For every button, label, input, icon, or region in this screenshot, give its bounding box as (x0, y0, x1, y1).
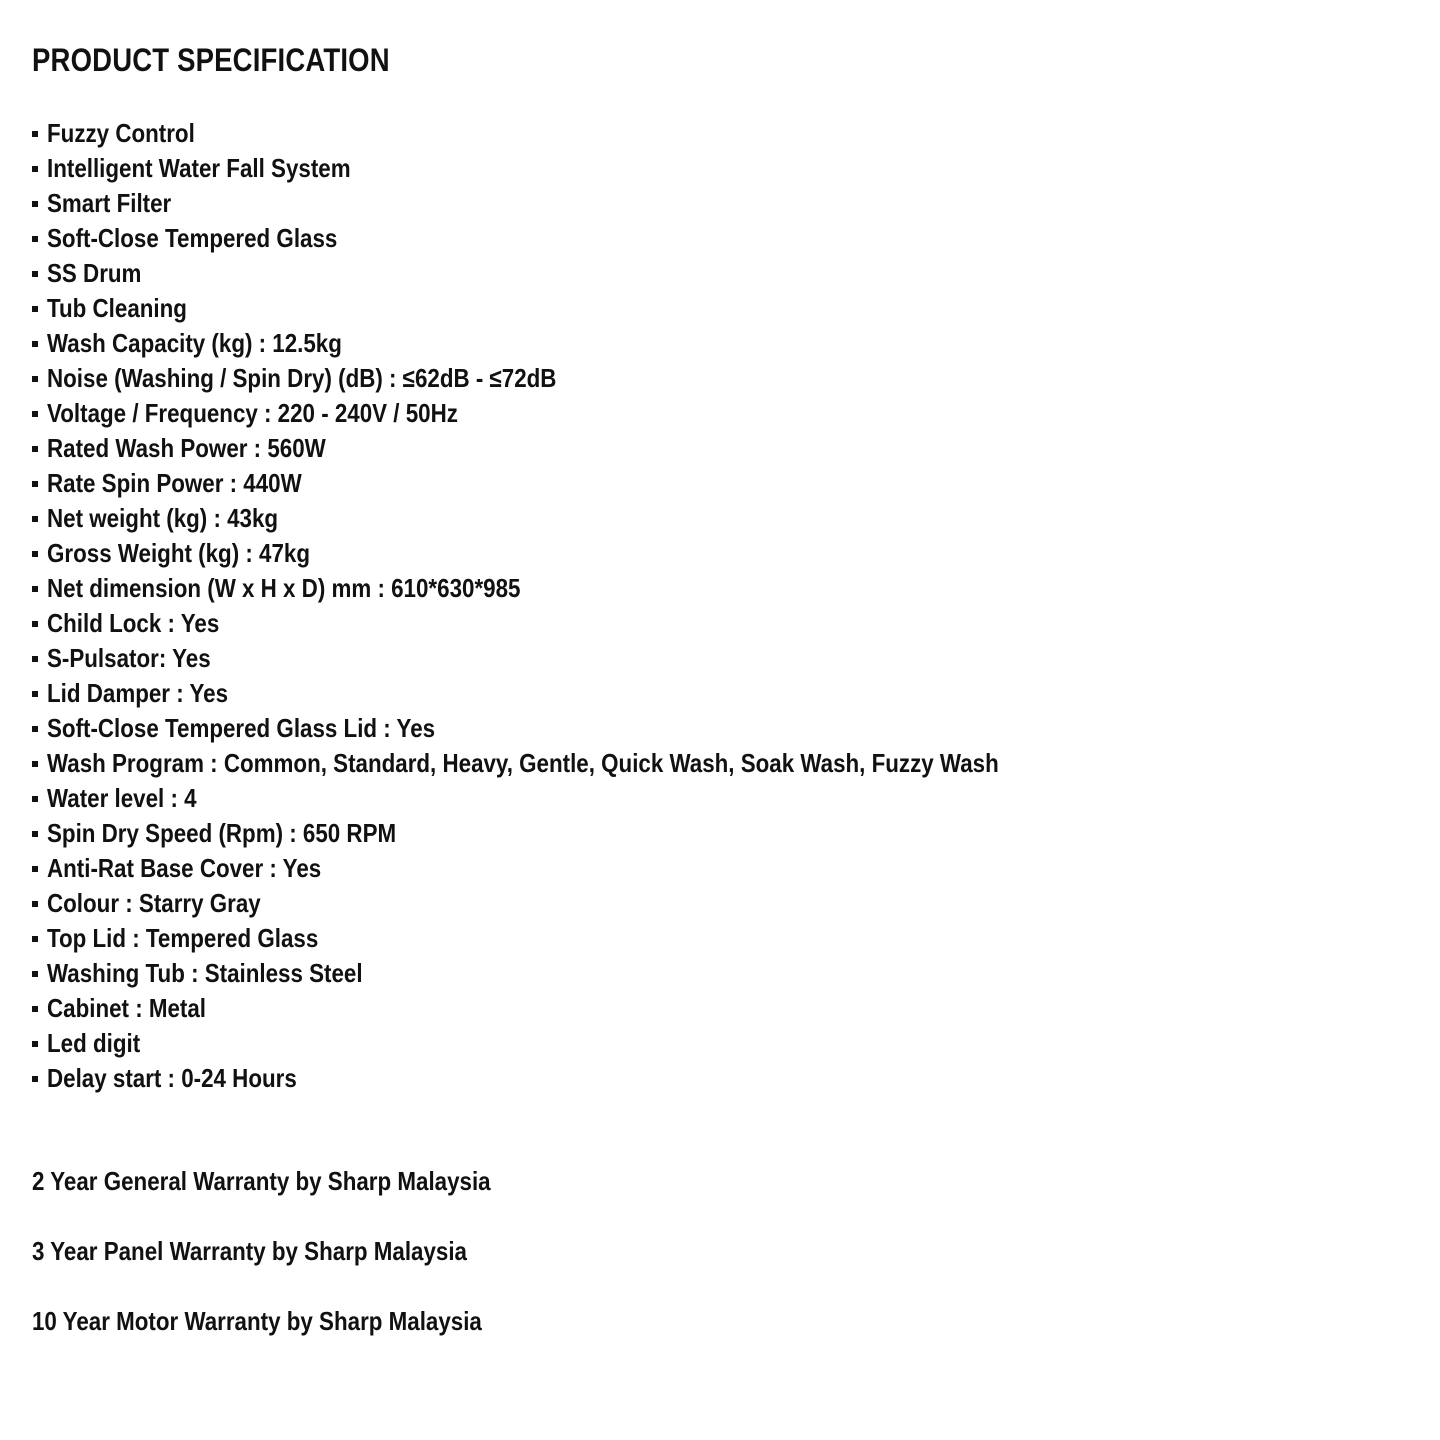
spec-item (32, 431, 1154, 466)
bullet-icon (32, 271, 38, 277)
spec-text: Anti-Rat Base Cover : Yes (47, 853, 322, 883)
spec-page (32, 38, 1412, 1336)
spec-text: Net dimension (W x H x D) mm : 610*630*985 (47, 573, 521, 603)
spec-text: SS Drum (47, 258, 142, 288)
spec-text: Water level : 4 (47, 783, 197, 813)
bullet-icon (32, 901, 38, 907)
spec-item (32, 676, 1154, 711)
spec-list (32, 116, 1154, 1096)
spec-item (32, 1061, 1154, 1096)
spec-item (32, 466, 1154, 501)
bullet-icon (32, 376, 38, 382)
bullet-icon (32, 971, 38, 977)
spec-text: Rated Wash Power : 560W (47, 433, 326, 463)
bullet-icon (32, 831, 38, 837)
bullet-icon (32, 341, 38, 347)
spec-item (32, 256, 1154, 291)
bullet-icon (32, 1006, 38, 1012)
spec-item (32, 536, 1154, 571)
bullet-icon (32, 1041, 38, 1047)
spec-text: Led digit (47, 1028, 141, 1058)
page-title: PRODUCT SPECIFICATION (32, 42, 390, 78)
spec-text: Soft-Close Tempered Glass Lid : Yes (47, 713, 436, 743)
bullet-icon (32, 446, 38, 452)
bullet-icon (32, 761, 38, 767)
bullet-icon (32, 936, 38, 942)
warranty-motor: 10 Year Motor Warranty by Sharp Malaysia (32, 1306, 482, 1336)
bullet-icon (32, 166, 38, 172)
spec-item (32, 116, 1154, 151)
warranty-panel: 3 Year Panel Warranty by Sharp Malaysia (32, 1236, 467, 1266)
bullet-icon (32, 621, 38, 627)
bullet-icon (32, 131, 38, 137)
bullet-icon (32, 866, 38, 872)
spec-item (32, 711, 1154, 746)
spec-item (32, 396, 1154, 431)
spec-item (32, 991, 1154, 1026)
spec-text: Noise (Washing / Spin Dry) (dB) : ≤62dB - ≤72dB (47, 363, 557, 393)
spec-item (32, 606, 1154, 641)
spec-text: Tub Cleaning (47, 293, 187, 323)
spec-text: Washing Tub : Stainless Steel (47, 958, 363, 988)
spec-text: Intelligent Water Fall System (47, 153, 351, 183)
spec-text: Lid Damper : Yes (47, 678, 229, 708)
spec-item (32, 291, 1154, 326)
bullet-icon (32, 481, 38, 487)
bullet-icon (32, 586, 38, 592)
bullet-icon (32, 306, 38, 312)
spec-item (32, 746, 1154, 781)
spec-text: Delay start : 0-24 Hours (47, 1063, 297, 1093)
spec-text: Top Lid : Tempered Glass (47, 923, 319, 953)
spec-text: S-Pulsator: Yes (47, 643, 211, 673)
spec-item (32, 781, 1154, 816)
spec-item (32, 1026, 1154, 1061)
bullet-icon (32, 236, 38, 242)
bullet-icon (32, 516, 38, 522)
spec-item (32, 956, 1154, 991)
warranty-general: 2 Year General Warranty by Sharp Malaysia (32, 1166, 491, 1196)
spec-text: Fuzzy Control (47, 118, 195, 148)
spec-text: Colour : Starry Gray (47, 888, 261, 918)
spec-text: Wash Capacity (kg) : 12.5kg (47, 328, 342, 358)
spec-text: Cabinet : Metal (47, 993, 207, 1023)
spec-item (32, 571, 1154, 606)
warranty-section (32, 1164, 565, 1374)
spec-item (32, 816, 1154, 851)
spec-text: Rate Spin Power : 440W (47, 468, 302, 498)
spec-item (32, 326, 1154, 361)
spec-item (32, 641, 1154, 676)
bullet-icon (32, 656, 38, 662)
spec-text: Gross Weight (kg) : 47kg (47, 538, 310, 568)
bullet-icon (32, 201, 38, 207)
spec-item (32, 886, 1154, 921)
bullet-icon (32, 796, 38, 802)
spec-text: Net weight (kg) : 43kg (47, 503, 279, 533)
bullet-icon (32, 726, 38, 732)
spec-item (32, 151, 1154, 186)
spec-text: Spin Dry Speed (Rpm) : 650 RPM (47, 818, 397, 848)
spec-item (32, 186, 1154, 221)
spec-item (32, 851, 1154, 886)
bullet-icon (32, 411, 38, 417)
spec-text: Voltage / Frequency : 220 - 240V / 50Hz (47, 398, 458, 428)
spec-text: Soft-Close Tempered Glass (47, 223, 338, 253)
spec-item (32, 361, 1154, 396)
spec-item (32, 921, 1154, 956)
bullet-icon (32, 551, 38, 557)
bullet-icon (32, 691, 38, 697)
spec-text: Smart Filter (47, 188, 172, 218)
spec-item (32, 501, 1154, 536)
bullet-icon (32, 1076, 38, 1082)
spec-text: Child Lock : Yes (47, 608, 220, 638)
spec-text: Wash Program : Common, Standard, Heavy, Gentle, Quick Wash, Soak Wash, Fuzzy Wash (47, 748, 999, 778)
spec-item (32, 221, 1154, 256)
